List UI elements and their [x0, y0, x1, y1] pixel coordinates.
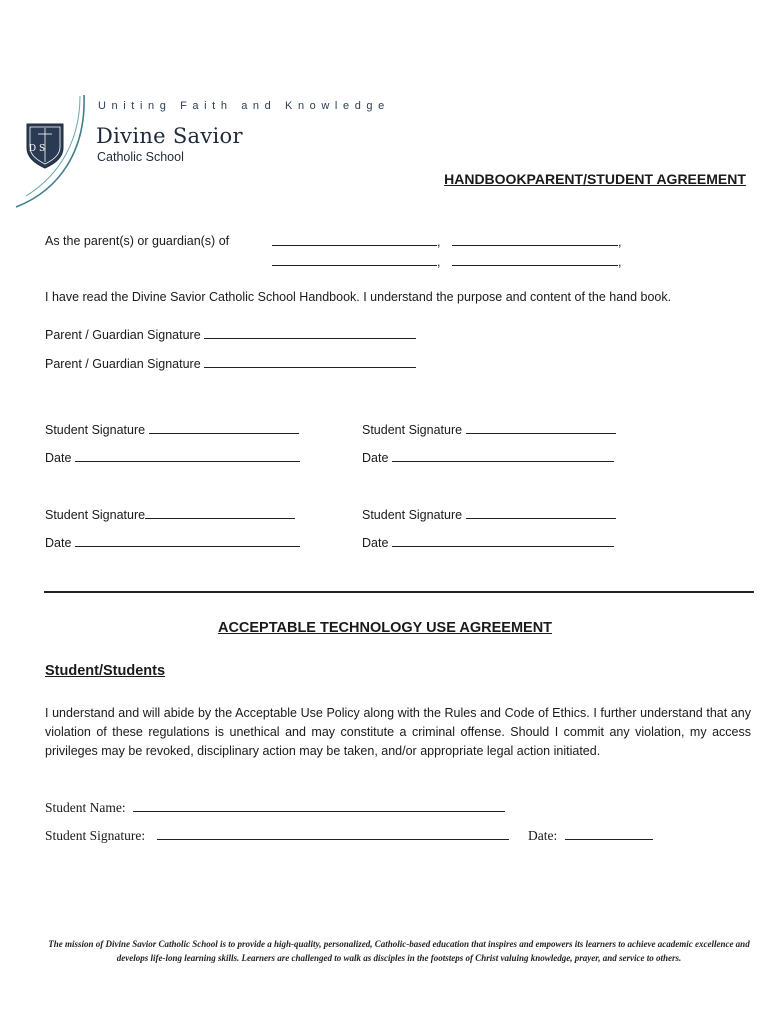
crest-letters: D S [28, 144, 46, 154]
date-field[interactable] [528, 828, 653, 844]
student-signature-label: Student Signature [362, 508, 463, 522]
date-label: Date [362, 451, 389, 465]
student-signature-label: Student Signature [45, 508, 146, 522]
parent-signature-label: Parent / Guardian Signature [45, 328, 201, 342]
crest-icon [27, 124, 63, 168]
students-heading: Student/Students [45, 663, 166, 679]
student-name-line-4[interactable]: , [452, 254, 621, 269]
logo-arc-graphic [0, 0, 100, 215]
handbook-acknowledgement: I have read the Divine Savior Catholic School Handbook. I understand the purpose and content of the hand book. [45, 290, 672, 304]
technology-agreement-title: ACCEPTABLE TECHNOLOGY USE AGREEMENT [217, 620, 553, 636]
student-name-line-3[interactable]: , [272, 254, 440, 269]
school-subtitle: Catholic School [97, 150, 184, 164]
student-signature-field[interactable] [45, 828, 509, 844]
mission-statement: The mission of Divine Savior Catholic School is to provide a high-quality, personalized, Catholic-based education that inspires and empowers its learners to achieve academic excellence and develops life-long learning skills. Learners are challenged to walk as disciples in the footsteps of Christ valuing knowledge, prayer, and service to others. [48, 939, 750, 963]
student-name-label: Student Name: [45, 800, 126, 815]
student-signature-label: Student Signature [45, 423, 146, 437]
parent-signature-field-2[interactable] [45, 356, 416, 371]
date-label: Date [45, 451, 72, 465]
parent-intro-label: As the parent(s) or guardian(s) of [45, 234, 230, 248]
date-field[interactable] [45, 535, 300, 550]
date-field[interactable] [362, 535, 614, 550]
school-name: Divine Savior [96, 124, 243, 148]
student-signature-field[interactable] [45, 422, 299, 437]
student-signature-field[interactable] [362, 422, 616, 437]
student-signature-field[interactable] [45, 507, 295, 522]
date-field[interactable] [45, 450, 300, 465]
school-tagline: Uniting Faith and Knowledge [98, 100, 390, 112]
student-signature-label: Student Signature: [45, 828, 146, 843]
student-name-field[interactable] [45, 800, 505, 816]
student-signature-label: Student Signature [362, 423, 463, 437]
date-label: Date [362, 536, 389, 550]
date-label: Date: [528, 828, 558, 843]
date-field[interactable] [362, 450, 614, 465]
date-label: Date [45, 536, 72, 550]
parent-signature-label: Parent / Guardian Signature [45, 357, 201, 371]
student-name-line-1[interactable]: , [272, 234, 440, 249]
handbook-agreement-title: HANDBOOKPARENT/STUDENT AGREEMENT [444, 171, 746, 187]
student-name-line-2[interactable]: , [452, 234, 621, 249]
section-divider [44, 591, 754, 593]
technology-agreement-paragraph: I understand and will abide by the Acceptable Use Policy along with the Rules and Code of Ethics. I further understand that any violation of these regulations is unethical and may constitute a criminal offense. Should I commit any violation, my access privileges may be revoked, disciplinary action may be taken, and/or appropriate legal action initiated. [45, 706, 751, 758]
student-signature-field[interactable] [362, 507, 616, 522]
parent-signature-field-1[interactable] [45, 327, 416, 342]
